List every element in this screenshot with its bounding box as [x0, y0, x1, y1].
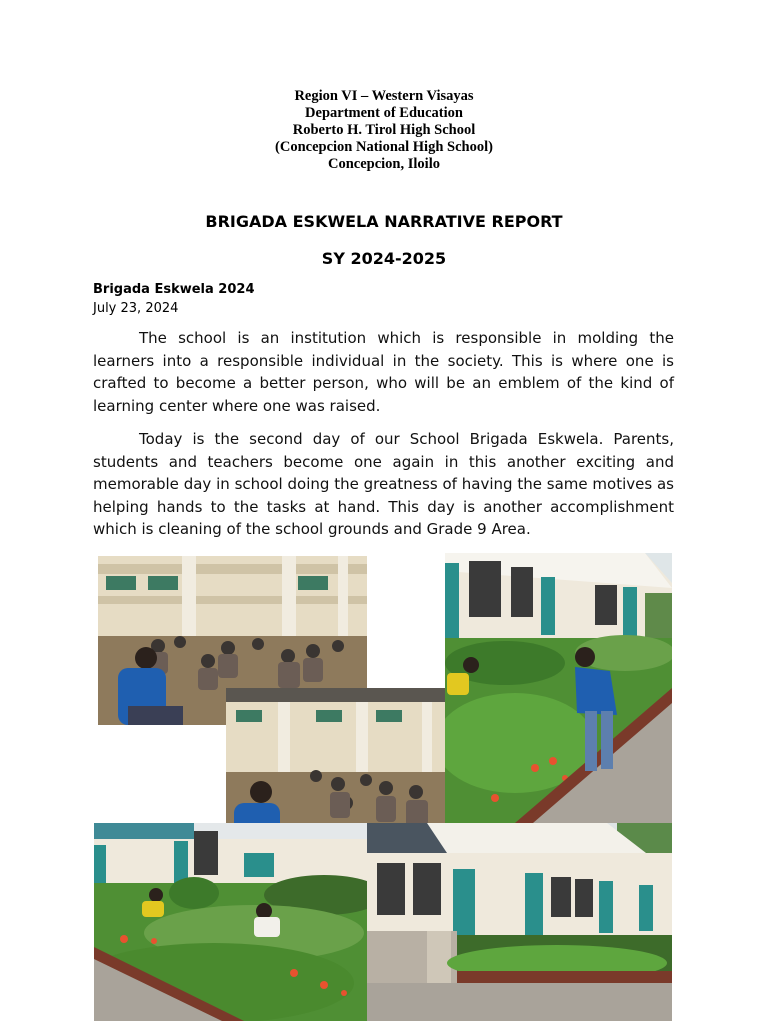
report-title: BRIGADA ESKWELA NARRATIVE REPORT [205, 212, 563, 231]
letterhead-region: Region VI – Western Visayas [294, 88, 474, 104]
paragraph-intro: The school is an institution which is responsible in molding the learners into a responsible individual in the society. This is where one is crafted to become a better person, who will be an emblem of the kind of learning center where one was raised. [93, 329, 674, 415]
event-heading: Brigada Eskwela 2024 [93, 282, 255, 297]
event-date: July 23, 2024 [93, 301, 179, 316]
paragraph-activity: Today is the second day of our School Brigada Eskwela. Parents, students and teachers become one again in this another exciting and memorable day in school doing the greatness of having the same motives as helping hands to the tasks at hand. This day is another accomplishment which is cleaning of the school grounds and Grade 9 Area. [93, 430, 674, 538]
photo-garden-teacher [445, 553, 672, 823]
photo-building-garden [367, 823, 672, 1021]
letterhead-school: Roberto H. Tirol High School [292, 122, 476, 138]
letterhead-former-name: (Concepcion National High School) [275, 139, 493, 155]
school-year: SY 2024-2025 [321, 249, 447, 268]
letterhead [0, 88, 768, 173]
letterhead-address: Concepcion, Iloilo [328, 156, 440, 172]
photo-garden-weeding [94, 823, 367, 1021]
letterhead-department: Department of Education [305, 105, 463, 121]
